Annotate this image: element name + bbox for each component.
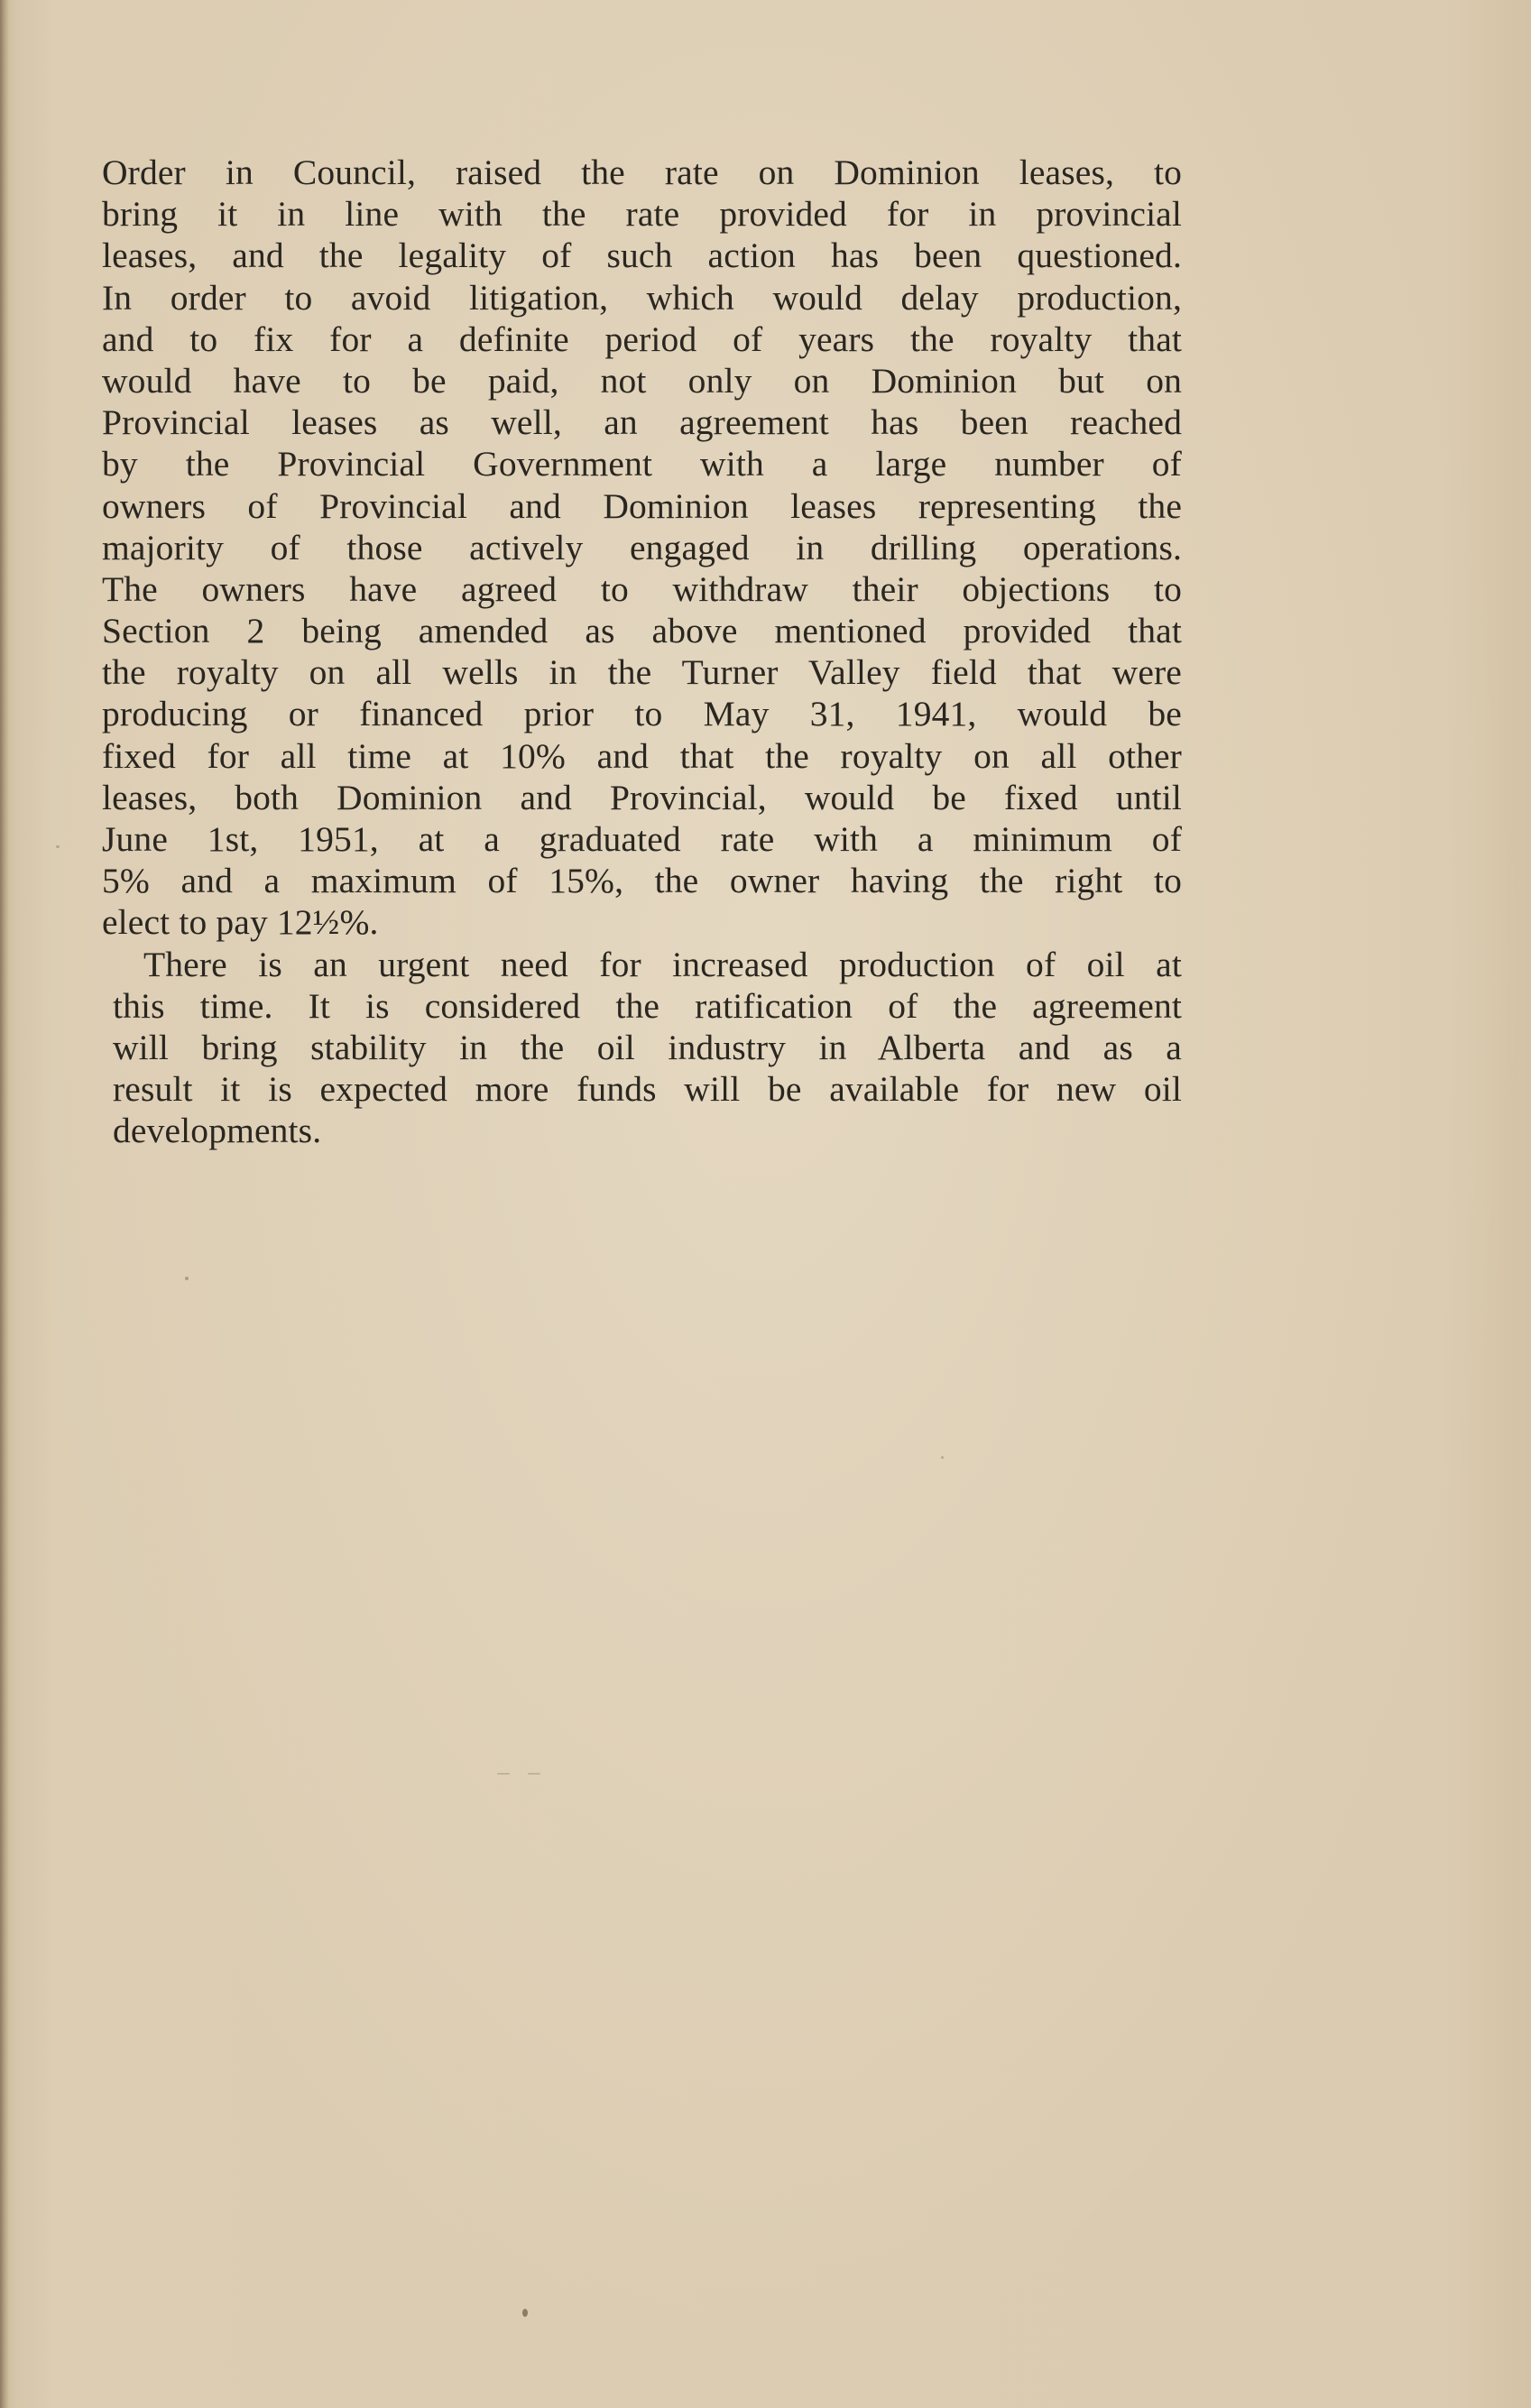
text-line: the royalty on all wells in the Turner Valley field that were	[102, 652, 1182, 693]
paper-speck	[497, 1773, 510, 1775]
text-line: producing or financed prior to May 31, 1941, would be	[102, 694, 1182, 734]
text-line: The owners have agreed to withdraw their objections to	[102, 568, 1182, 609]
text-line: Order in Council, raised the rate on Dominion leases, to	[102, 152, 1182, 192]
text-line: There is an urgent need for increased production of oil at	[143, 944, 1182, 984]
text-line: owners of Provincial and Dominion leases representing the	[102, 485, 1182, 526]
text-line: would have to be paid, not only on Dominion but on	[102, 360, 1182, 401]
text-line: will bring stability in the oil industry in Alberta and as a	[113, 1027, 1182, 1067]
page-binding-edge	[0, 0, 9, 2408]
text-line: developments.	[113, 1111, 322, 1151]
text-line: and to fix for a definite period of years the royalty that	[102, 318, 1182, 359]
paper-speck	[528, 1773, 540, 1775]
text-line: In order to avoid litigation, which would delay production,	[102, 277, 1182, 318]
text-line: leases, and the legality of such action has been questioned.	[102, 235, 1182, 276]
text-line: Section 2 being amended as above mentioned provided that	[102, 611, 1182, 651]
text-line: 5% and a maximum of 15%, the owner having the right to	[102, 861, 1182, 901]
text-line: this time. It is considered the ratification of the agreement	[113, 985, 1182, 1026]
paper-speck	[941, 1456, 944, 1459]
text-line: fixed for all time at 10% and that the royalty on all other	[102, 735, 1182, 776]
paper-speck	[522, 2309, 528, 2317]
text-line: elect to pay 12½%.	[102, 902, 379, 943]
text-line: leases, both Dominion and Provincial, would be fixed until	[102, 777, 1182, 817]
body-text	[102, 152, 1185, 1152]
text-line: June 1st, 1951, at a graduated rate with a minimum of	[102, 819, 1182, 859]
text-line: bring it in line with the rate provided for in provincial	[102, 194, 1182, 235]
paper-speck	[185, 1277, 189, 1280]
text-line: majority of those actively engaged in drilling operations.	[102, 527, 1182, 567]
text-line: result it is expected more funds will be available for new oil	[113, 1069, 1182, 1110]
paragraph-urgent-need	[102, 944, 1185, 1152]
text-line: by the Provincial Government with a large number of	[102, 444, 1182, 484]
text-line: Provincial leases as well, an agreement has been reached	[102, 402, 1182, 443]
paragraph-royalty-agreement	[102, 152, 1185, 944]
paper-speck	[56, 845, 60, 848]
